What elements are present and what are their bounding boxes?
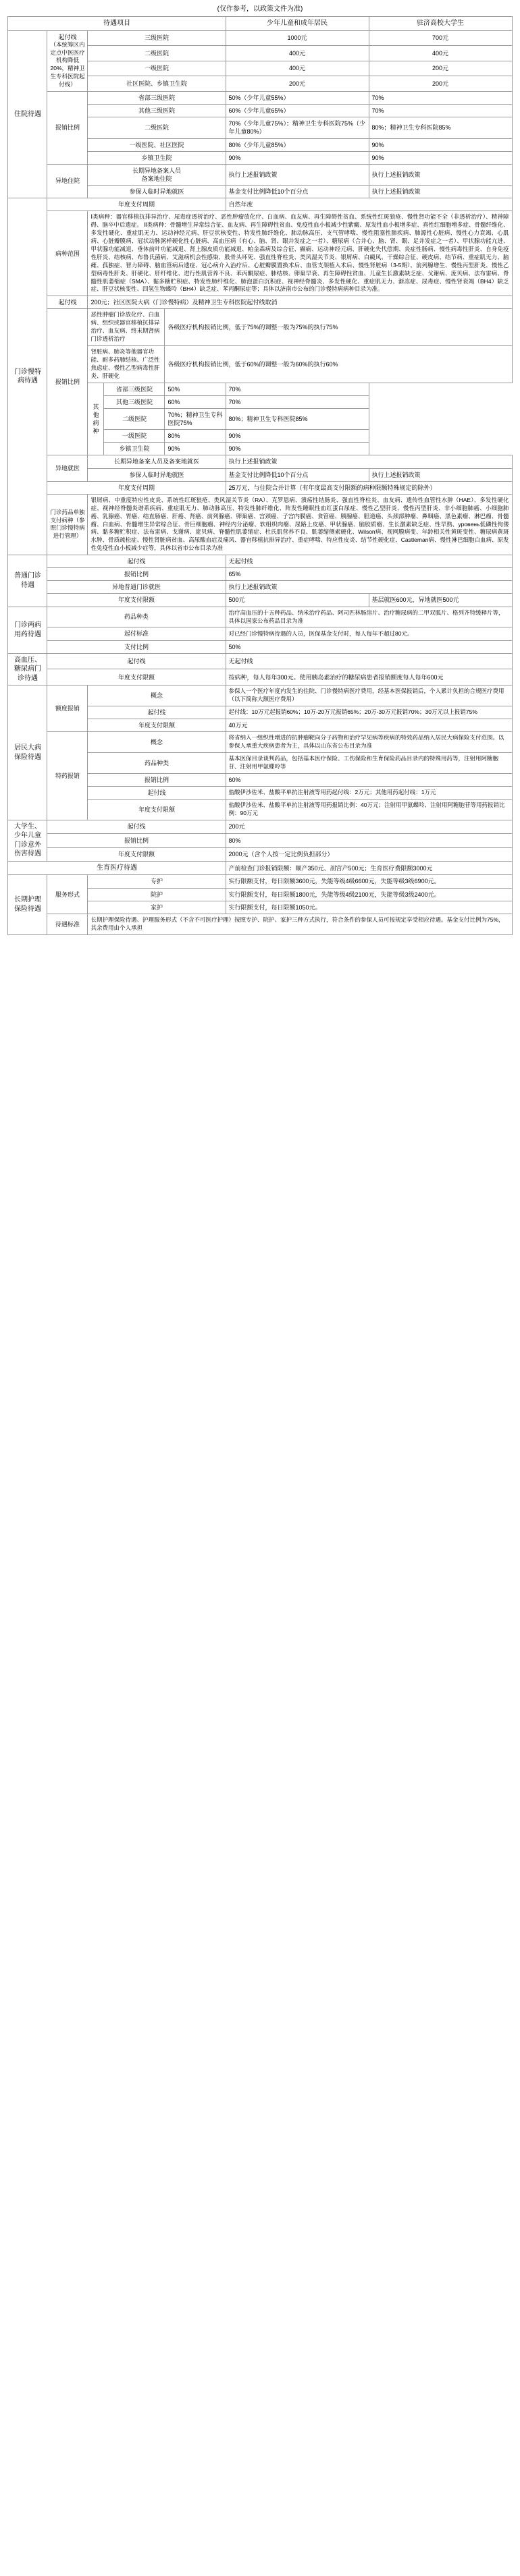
table-cell: 90% bbox=[226, 430, 369, 443]
table-row bbox=[8, 834, 512, 847]
table-row bbox=[8, 309, 512, 346]
section-hypertension-diabetes-label: 高血压、糖尿病门诊待遇 bbox=[8, 653, 47, 685]
table-cell: 200元 bbox=[226, 76, 369, 92]
table-row bbox=[8, 607, 512, 627]
chronic-remote-label: 异地就医 bbox=[47, 455, 88, 481]
chronic-deductible-value: 200元；社区医院大病（门诊慢特病）及精神卫生专科医院起付线取消 bbox=[88, 296, 512, 309]
section-critical-illness-label: 居民大病保险待遇 bbox=[8, 685, 47, 820]
table-row bbox=[8, 847, 512, 861]
table-cell: 参保人临时异地就医 bbox=[88, 186, 226, 198]
chronic-scope-label: 病种范围 bbox=[47, 211, 88, 296]
header-col-residents: 少年儿童和成年居民 bbox=[226, 17, 369, 31]
ci-sd-limit-label: 年度支付限额 bbox=[88, 800, 226, 820]
ci-sd-ratio-label: 报销比例 bbox=[88, 773, 226, 786]
table-cell: 400元 bbox=[369, 46, 512, 61]
hd-deductible-label: 起付线 bbox=[47, 653, 226, 669]
section-two-diseases-label: 门诊两病用药待遇 bbox=[8, 607, 47, 653]
hd-deductible-value: 无起付线 bbox=[226, 653, 512, 669]
benefits-table bbox=[7, 16, 512, 935]
chronic-scope-value: Ⅰ类病种：器官移植抗排异治疗、尿毒症透析治疗、恶性肿瘤放化疗、白血病、血友病、再生障碍性贫血、系统性红斑狼疮、慢性肾功能不全（非透析治疗）、精神障碍、脑卒中后遗症。 Ⅱ类病种：骨髓增生异常综合征、血友病、再生障碍性贫血、免疫性血小板减少性紫癜、原发性血小板增多症、真性红细胞增多症、骨髓纤维化、多发性硬化、重症肌无力、运动神经元病、肝豆状核变性、特发性肺纤维化、肺动脉高压、支气管哮喘、慢性阻塞性肺疾病、肺源性心脏病、慢性心力衰竭、心肌病、心脏瓣膜病、冠状动脉粥样硬化性心脏病、高血压病（有心、脑、肾、眼并发症之一者）、糖尿病（合并心、脑、肾、眼、足并发症之一者）、甲状腺功能亢进、甲状腺功能减退、垂体前叶功能减退、肾上腺皮质功能减退、帕金森病及综合征、癫痫、运动神经元病、肝硬化失代偿期、炎症性肠病、慢性病毒性肝炎、自身免疫性肝炎、结核病、布鲁氏菌病、艾滋病机会性感染、股骨头坏死、强直性脊柱炎、类风湿关节炎、银屑病、白癜风、干燥综合征、硬皮病、结节病、重症肌无力、脑瘫、孤独症、智力障碍、脑血管病后遗症、冠心病介入治疗后、心脏瓣膜置换术后、血管支架植入术后、慢性肾脏病（3-5期）、前列腺增生、慢性丙型肝炎、慢性乙型病毒性肝炎、肝硬化、肝纤维化、进行性肌营养不良、苯丙酮尿症、肺结核、卵巢早衰、再生障碍性贫血、儿童生长激素缺乏症、戈谢病、庞贝病、法布雷病、脊髓性肌萎缩症（SMA）、黏多糖贮积症、特发性肺纤维化、肺泡蛋白沉积症、视神经脊髓炎、多发性硬化、重症肌无力、渐冻症、尿毒症、慢性肾衰竭（BH4）缺乏症、肝豆状核变性、四氢生物蝶呤（BH4）缺乏症、苯丙酮尿症等；具体以济南市公布的门诊慢特病病种目录为准。 bbox=[88, 211, 512, 296]
table-row bbox=[8, 875, 512, 888]
table-cell-line1: 长期异地备案人员 bbox=[132, 167, 181, 174]
table-cell: 90% bbox=[165, 443, 226, 455]
table-cell: 200元 bbox=[369, 76, 512, 92]
document-page bbox=[0, 0, 520, 935]
table-cell: 70%；精神卫生专科医院75% bbox=[165, 408, 226, 429]
inpatient-reimburse-label: 报销比例 bbox=[47, 91, 88, 164]
two-diseases-ratio-label: 支付比例 bbox=[47, 640, 226, 653]
table-row bbox=[8, 732, 512, 753]
chronic-deductible-label: 起付线 bbox=[47, 296, 88, 309]
ltc-professional-value: 实行限额支付，每日限额3600元，失能等级4级6600元，失能等级3级6900元。 bbox=[226, 875, 512, 888]
ltc-home-value: 实行限额支付，每日限额1050元。 bbox=[226, 901, 512, 914]
inpatient-deductible-label bbox=[47, 30, 88, 91]
ci-quota-label: 额度报销 bbox=[47, 685, 88, 732]
table-cell: 执行上述报销政策 bbox=[369, 186, 512, 198]
table-cell: 其他三级医院 bbox=[88, 105, 226, 117]
table-cell: 省部三级医院 bbox=[88, 91, 226, 104]
ci-sd-types-label: 药品种类 bbox=[88, 753, 226, 774]
table-cell: 90% bbox=[226, 443, 369, 455]
general-limit-value-students: 基层就医600元，异地就医500元 bbox=[369, 594, 512, 607]
table-cell-line2: 备案地住院 bbox=[141, 175, 172, 182]
chronic-group1-label: 恶性肿瘤门诊放化疗、白血病、组织或器官移植抗排异治疗、血友病、终末期肾病门诊透析治疗 bbox=[88, 309, 165, 346]
ci-sd-limit-value: 盐酸伊沙佐米、盐酸平单抗注射液等用药报销比例：40万元；注射用甲氨蝶呤、注射用阿糖胞苷等用药报销比例：90万元 bbox=[226, 800, 512, 820]
table-cell: 200元 bbox=[369, 61, 512, 76]
section-ltc-label: 长期护理保险待遇 bbox=[8, 875, 47, 934]
section-outpatient-chronic-label: 门诊慢特病待遇 bbox=[8, 198, 47, 555]
two-diseases-ratio-value: 50% bbox=[226, 640, 512, 653]
accident-ratio-value: 80% bbox=[226, 834, 512, 847]
table-cell: 80%；精神卫生专科医院85% bbox=[369, 117, 512, 138]
table-cell: 执行上述报销政策 bbox=[226, 164, 369, 185]
table-cell: 基金支付比例降低10个百分点 bbox=[226, 468, 369, 481]
chronic-reimburse-label: 报销比例 bbox=[47, 309, 88, 455]
table-cell: 60% bbox=[165, 395, 226, 408]
table-cell: 长期异地备案人员及备案地就医 bbox=[88, 455, 226, 468]
inpatient-deductible-title: 起付线 bbox=[58, 33, 77, 40]
two-diseases-drug-value: 治疗高血压的十五种药品、纳米治疗药品、阿司匹林肠溶片、治疗糖尿病的二甲双胍片、格列齐特缓释片等，具体以国家公布药品目录为准 bbox=[226, 607, 512, 627]
table-cell: 执行上述报销政策 bbox=[226, 455, 512, 468]
table-row bbox=[8, 594, 512, 607]
table-cell: 400元 bbox=[226, 46, 369, 61]
table-cell: 80% bbox=[165, 430, 226, 443]
ltc-institution-label: 院护 bbox=[88, 888, 226, 901]
table-cell: 80%；精神卫生专科医院85% bbox=[226, 408, 369, 429]
table-cell: 省部三级医院 bbox=[104, 383, 165, 395]
table-row bbox=[8, 296, 512, 309]
ci-deductible-value: 起付线：10万元起报销60%；10万-20万元报销65%；20万-30万元报销70%；30万元以上报销75% bbox=[226, 706, 512, 719]
table-cell: 70% bbox=[226, 395, 369, 408]
ltc-standard-label: 待遇标准 bbox=[47, 914, 88, 934]
table-row bbox=[8, 494, 512, 555]
inpatient-level-secondary: 二级医院 bbox=[88, 46, 226, 61]
two-diseases-deductible-value: 对已经门诊慢特病待遇的人员，医保基金支付时，每人每年不超过80元。 bbox=[226, 627, 512, 640]
ci-limit-label: 年度支付限额 bbox=[88, 719, 226, 732]
table-cell: 60%（少年儿童65%） bbox=[226, 105, 369, 117]
ci-limit-value: 40万元 bbox=[226, 719, 512, 732]
inpatient-level-primary: 一级医院 bbox=[88, 61, 226, 76]
section-general-outpatient-label: 普通门诊待遇 bbox=[8, 555, 47, 607]
general-deductible-label: 起付线 bbox=[47, 555, 226, 568]
ltc-service-label: 服务形式 bbox=[47, 875, 88, 914]
table-cell: 700元 bbox=[369, 30, 512, 46]
table-row bbox=[8, 685, 512, 706]
ci-sd-types-value: 基本医保目录谈判药品，包括基本医疗保险、工伤保险和生育保险药品目录内的特殊用药等，注射用阿糖胞苷、注射用甲氨蝶呤等 bbox=[226, 753, 512, 774]
chronic-period-label: 年度支付周期 bbox=[47, 198, 226, 211]
two-diseases-deductible-label: 起付标准 bbox=[47, 627, 226, 640]
accident-limit-label: 年度支付限额 bbox=[47, 847, 226, 861]
table-cell: 80%（少年儿童85%） bbox=[226, 138, 369, 151]
general-limit-label: 年度支付限额 bbox=[47, 594, 226, 607]
chronic-annual-limit-label: 年度支付周期 bbox=[47, 481, 226, 494]
chronic-group1-value: 各级医疗机构报销比例，低于75%的调整一般为75%的执行75% bbox=[165, 309, 512, 346]
table-row bbox=[8, 555, 512, 568]
table-cell: 一级医院 bbox=[104, 430, 165, 443]
accident-deductible-label: 起付线 bbox=[47, 820, 226, 833]
chronic-period-value: 自然年度 bbox=[226, 198, 512, 211]
table-row bbox=[8, 481, 512, 494]
section-maternity-label: 生育医疗待遇 bbox=[8, 861, 226, 875]
chronic-other-label: 其他病种 bbox=[88, 383, 104, 455]
table-cell: 90% bbox=[226, 151, 369, 164]
table-row bbox=[8, 91, 512, 104]
table-row bbox=[8, 568, 512, 581]
hd-limit-value: 按病种，每人每年300元。使用胰岛素治疗的糖尿病患者报销额度每人每年600元 bbox=[226, 669, 512, 685]
ci-sd-concept-value: 将省纳入一组织性增进的抗肿瘤靶向分子药物和治疗罕见病等疾病的特效药品纳入居民大病保险支付范围。以参保人承重大疾病患者为主，具体以山东省公布目录为准 bbox=[226, 732, 512, 753]
table-cell: 90% bbox=[369, 151, 512, 164]
table-row bbox=[8, 211, 512, 296]
two-diseases-drug-label: 药品种类 bbox=[47, 607, 226, 627]
table-row bbox=[8, 820, 512, 833]
table-cell: 50% bbox=[165, 383, 226, 395]
chronic-special-drug-label: 门诊药品单独支付病种（参照门诊慢特病进行管理） bbox=[47, 494, 88, 555]
table-cell: 执行上述报销政策 bbox=[369, 164, 512, 185]
table-row bbox=[8, 198, 512, 211]
table-cell: 其他三级医院 bbox=[104, 395, 165, 408]
table-row bbox=[8, 653, 512, 669]
general-remote-label: 异地普通门诊就医 bbox=[47, 581, 226, 594]
chronic-group2-label: 肾脏病、肺炎等他器官功能、耐多药肺结核、广泛性焦虑症、慢性乙型病毒性肝炎、肝硬化 bbox=[88, 346, 165, 383]
table-cell: 70%（少年儿童75%）；精神卫生专科医院75%（少年儿童80%） bbox=[226, 117, 369, 138]
table-cell: 二级医院 bbox=[88, 117, 226, 138]
table-row bbox=[8, 164, 512, 185]
table-cell: 400元 bbox=[226, 61, 369, 76]
accident-ratio-label: 报销比例 bbox=[47, 834, 226, 847]
table-cell: 1000元 bbox=[226, 30, 369, 46]
general-deductible-value: 无起付线 bbox=[226, 555, 512, 568]
section-accident-label: 大学生、少年儿童门诊意外伤害待遇 bbox=[8, 820, 47, 861]
table-cell: 参保人临时异地就医 bbox=[88, 468, 226, 481]
ci-sd-deductible-label: 起付线 bbox=[88, 786, 226, 799]
table-cell: 一级医院、社区医院 bbox=[88, 138, 226, 151]
chronic-special-drug-value: 银屑病、中重度特应性皮炎、系统性红斑狼疮、类风湿关节炎（RA）、克罗恩病、溃疡性结肠炎、强直性脊柱炎、血友病、遗传性血管性水肿（HAE）、多发性硬化症、视神经脊髓炎谱系疾病、重症肌无力、肺动脉高压、特发性肺纤维化、阵发性睡眠性血红蛋白尿症、慢性乙型肝炎、慢性丙型肝炎、非小细胞肺癌、小细胞肺癌、乳腺癌、胃癌、结直肠癌、肝癌、肾癌、前列腺癌、卵巢癌、宫颈癌、子宫内膜癌、食管癌、胰腺癌、胆道癌、头颈部肿瘤、鼻咽癌、黑色素瘤、淋巴瘤、骨髓瘤、白血病、骨髓增生异常综合征、骨巨细胞瘤、神经内分泌瘤、软组织肉瘤、尿路上皮癌、甲状腺癌、脑胶质瘤、生长激素缺乏症、性早熟、уровень低磷性佝偻病、黏多糖贮积症、法布雷病、戈谢病、庞贝病、脊髓性肌萎缩症、杜氏肌营养不良、肌萎缩侧索硬化、Wilson病、视网膜病变、年龄相关性黄斑变性、糖尿病黄斑水肿、骨质疏松症、慢性肾脏病贫血、高尿酸血症及痛风、器官移植抗排异治疗、重症哮喘、特应性皮炎、结节性硬化症、Castleman病、慢性淋巴细胞白血病、原发性免疫性血小板减少症等，具体以省市公布目录为准 bbox=[88, 494, 512, 555]
ci-deductible-label: 起付线 bbox=[88, 706, 226, 719]
ltc-standard-value: 长期护理保险待遇、护理服务形式（不含不可医疗护理）按照专护、院护、家护三种方式执行，符合条件的参保人员可按规定享受相应待遇。基金支付比例为75%，其余费用由个人承担 bbox=[88, 914, 512, 934]
ltc-home-label: 家护 bbox=[88, 901, 226, 914]
inpatient-level-tertiary: 三级医院 bbox=[88, 30, 226, 46]
table-row bbox=[8, 30, 512, 46]
table-row bbox=[8, 861, 512, 875]
ci-sd-deductible-value: 盐酸伊沙佐米、盐酸平单抗注射液等用药起付线：2万元；其他用药起付线：1万元 bbox=[226, 786, 512, 799]
ci-concept-value: 参保人一个医疗年度内发生的住院、门诊慢特病医疗费用，经基本医保报销后，个人累计负担的合规医疗费用（以下简称大额医疗费用） bbox=[226, 685, 512, 706]
table-cell: 90% bbox=[369, 138, 512, 151]
table-row bbox=[8, 914, 512, 934]
table-cell bbox=[88, 164, 226, 185]
table-cell: 乡镇卫生院 bbox=[88, 151, 226, 164]
general-remote-value: 执行上述报销政策 bbox=[226, 581, 512, 594]
ltc-professional-label: 专护 bbox=[88, 875, 226, 888]
inpatient-level-community: 社区医院、乡镇卫生院 bbox=[88, 76, 226, 92]
general-ratio-label: 报销比例 bbox=[47, 568, 226, 581]
header-col-students: 驻济高校大学生 bbox=[369, 17, 512, 31]
ci-sd-ratio-value: 60% bbox=[226, 773, 512, 786]
inpatient-remote-label: 异地住院 bbox=[47, 164, 88, 198]
table-row bbox=[8, 669, 512, 685]
table-header-row bbox=[8, 17, 512, 31]
ci-concept-label: 概念 bbox=[88, 685, 226, 706]
table-cell: 70% bbox=[369, 105, 512, 117]
table-cell: 70% bbox=[369, 91, 512, 104]
general-ratio-value: 65% bbox=[226, 568, 512, 581]
ci-special-drug-label: 特药报销 bbox=[47, 732, 88, 820]
table-cell: 二级医院 bbox=[104, 408, 165, 429]
inpatient-deductible-note: （本统筹区内定点中医医疗机构降低20%，精神卫生专科医院起付线） bbox=[50, 40, 85, 88]
accident-deductible-value: 200元 bbox=[226, 820, 512, 833]
table-cell: 基金支付比例降低10个百分点 bbox=[226, 186, 369, 198]
chronic-annual-limit-value: 25万元，与住院合并计算（有年度最高支付限额的病种限额特殊规定的除外） bbox=[226, 481, 512, 494]
header-col-item: 待遇项目 bbox=[8, 17, 226, 31]
maternity-value: 产前检查门诊报销限额：顺产350元、剖宫产500元；生育医疗费限额3000元 bbox=[226, 861, 512, 875]
table-row bbox=[8, 640, 512, 653]
table-cell: 50%（少年儿童55%） bbox=[226, 91, 369, 104]
section-inpatient-label: 住院待遇 bbox=[8, 30, 47, 198]
accident-limit-value: 2000元（含个人按一定比例负担部分） bbox=[226, 847, 512, 861]
table-cell: 乡镇卫生院 bbox=[104, 443, 165, 455]
ltc-institution-value: 实行限额支付，每日限额1800元，失能等级4级2100元，失能等级3级2400元。 bbox=[226, 888, 512, 901]
ci-sd-concept-label: 概念 bbox=[88, 732, 226, 753]
table-row bbox=[8, 627, 512, 640]
document-note: (仅作参考，以政策文件为准) bbox=[217, 5, 303, 13]
table-row bbox=[8, 455, 512, 468]
table-row bbox=[8, 581, 512, 594]
hd-limit-label: 年度支付限额 bbox=[47, 669, 226, 685]
chronic-group2-value: 各级医疗机构报销比例，低于60%的调整一般为60%的执行60% bbox=[165, 346, 512, 383]
general-limit-value-residents: 500元 bbox=[226, 594, 369, 607]
table-cell: 执行上述报销政策 bbox=[369, 468, 512, 481]
table-cell: 70% bbox=[226, 383, 369, 395]
